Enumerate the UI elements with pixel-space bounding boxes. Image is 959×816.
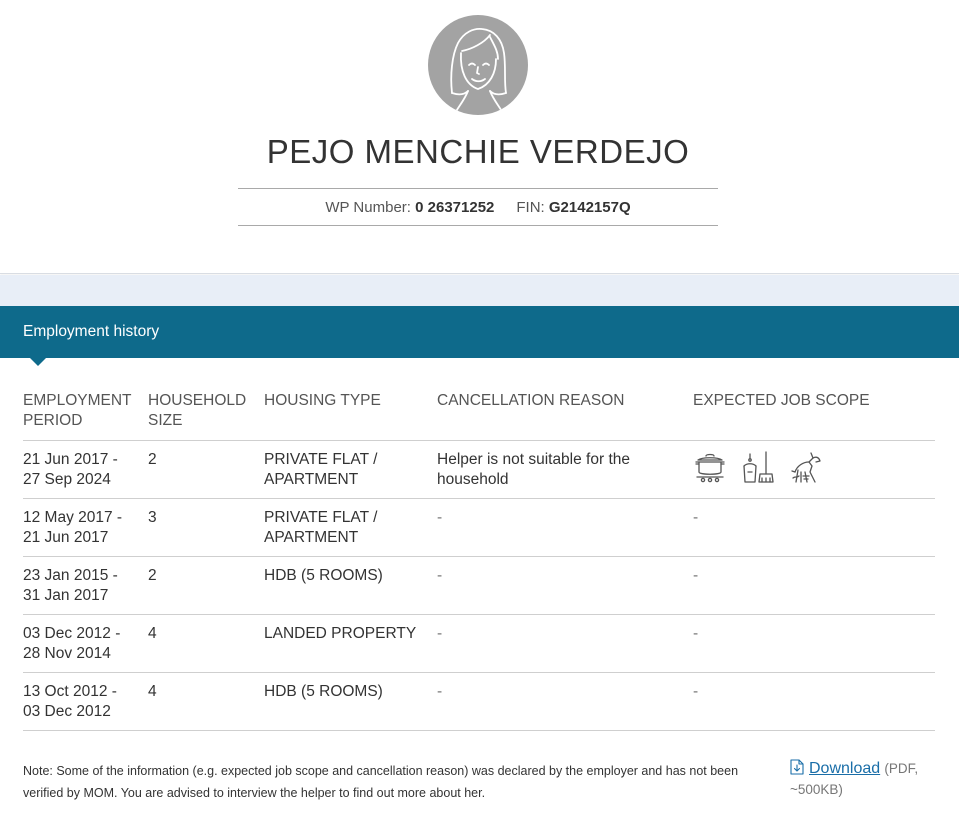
household-cell: 3 [148, 499, 264, 557]
period-end: 27 Sep 2024 [23, 471, 111, 488]
period-start: 23 Jan 2015 - [23, 567, 118, 584]
helper-identifiers [238, 188, 718, 226]
fin-label: FIN: [516, 199, 549, 216]
column-header-period: EMPLOYMENT PERIOD [23, 391, 148, 441]
period-end: 31 Jan 2017 [23, 587, 109, 604]
cooking-pot-icon [693, 450, 727, 484]
column-header-scope: EXPECTED JOB SCOPE [693, 391, 935, 441]
female-avatar-icon [428, 15, 528, 115]
reason-cell: Helper is not suitable for the household [437, 441, 693, 499]
scope-cell: - [693, 557, 935, 615]
column-header-household: HOUSEHOLD SIZE [148, 391, 264, 441]
household-cell: 2 [148, 557, 264, 615]
housing-cell: PRIVATE FLAT / APARTMENT [264, 499, 437, 557]
download-block [790, 758, 950, 800]
reason-cell: - [437, 615, 693, 673]
section-title: Employment history [23, 323, 160, 340]
table-row [23, 557, 935, 615]
download-file-icon[interactable] [790, 759, 804, 775]
table-row [23, 673, 935, 731]
period-start: 13 Oct 2012 - [23, 683, 117, 700]
period-start: 21 Jun 2017 - [23, 451, 118, 468]
download-file-info: (PDF, ~500KB) [790, 761, 919, 797]
employment-history-table [23, 391, 935, 731]
reason-cell: - [437, 499, 693, 557]
column-header-housing: HOUSING TYPE [264, 391, 437, 441]
wp-number-value: 0 26371252 [415, 199, 495, 216]
reason-cell: - [437, 673, 693, 731]
download-pdf-link[interactable]: Download [809, 760, 881, 777]
disclaimer-note: Note: Some of the information (e.g. expected job scope and cancellation reason) was declared by the employer and has not been verified by MOM. You are advised to interview the helper to find out more about her. [23, 764, 739, 800]
job-scope-icons [693, 450, 935, 484]
section-divider-band [0, 275, 959, 306]
housing-cell: HDB (5 ROOMS) [264, 557, 437, 615]
scope-cell: - [693, 673, 935, 731]
wp-number-label: WP Number: [325, 199, 416, 216]
fin-value: G2142157Q [548, 199, 631, 216]
table-row [23, 499, 935, 557]
helper-name: PEJO MENCHIE VERDEJO [266, 133, 690, 170]
employment-history-header [0, 306, 959, 358]
table-row [23, 441, 935, 499]
period-cell [23, 673, 148, 731]
reason-cell: - [437, 557, 693, 615]
household-cell: 2 [148, 441, 264, 499]
period-cell [23, 441, 148, 499]
cleaning-bucket-mop-icon [741, 450, 775, 484]
period-end: 28 Nov 2014 [23, 645, 111, 662]
period-cell [23, 615, 148, 673]
period-start: 12 May 2017 - [23, 509, 123, 526]
housing-cell: LANDED PROPERTY [264, 615, 437, 673]
scope-cell: - [693, 499, 935, 557]
period-end: 21 Jun 2017 [23, 529, 109, 546]
period-end: 03 Dec 2012 [23, 703, 111, 720]
housing-cell: HDB (5 ROOMS) [264, 673, 437, 731]
column-header-reason: CANCELLATION REASON [437, 391, 693, 441]
period-cell [23, 499, 148, 557]
table-row [23, 615, 935, 673]
helper-profile-card [0, 0, 959, 274]
table-header-row [23, 391, 935, 441]
period-cell [23, 557, 148, 615]
scope-cell: - [693, 615, 935, 673]
housing-cell: PRIVATE FLAT / APARTMENT [264, 441, 437, 499]
header-pointer [30, 358, 46, 366]
scope-cell [693, 441, 935, 499]
period-start: 03 Dec 2012 - [23, 625, 121, 642]
household-cell: 4 [148, 673, 264, 731]
household-cell: 4 [148, 615, 264, 673]
pet-care-dog-icon [789, 450, 823, 484]
